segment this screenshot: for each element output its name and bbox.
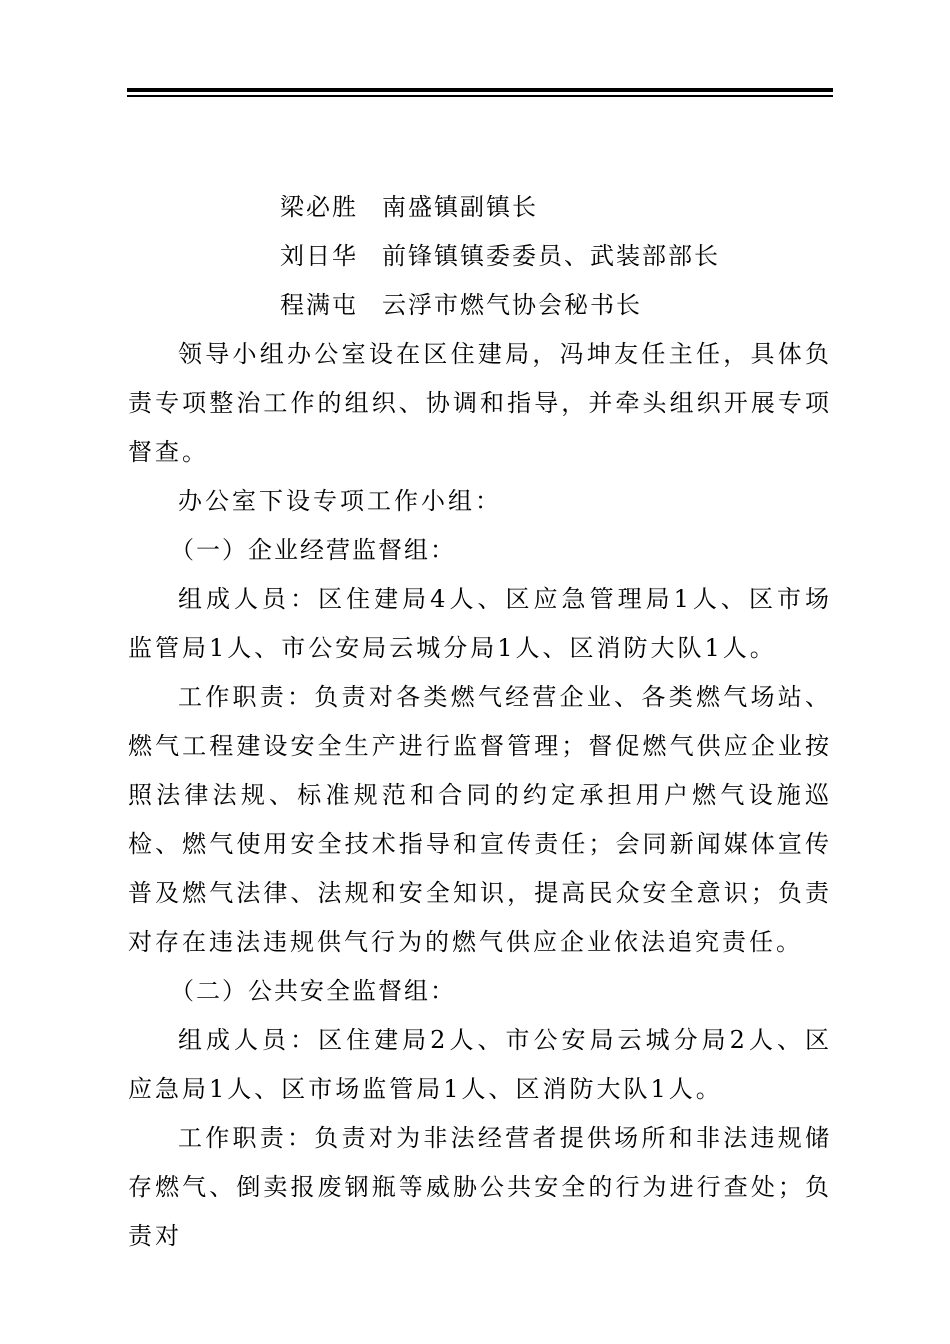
member-role: 南盛镇副镇长 <box>382 193 538 221</box>
group1-heading: （一）企业经营监督组： <box>170 536 456 564</box>
group1-members: 组成人员：区住建局4人、区应急管理局1人、区市场监管局1人、市公安局云城分局1人、区消防大队1人。 <box>128 585 832 662</box>
member-name: 程满屯 <box>280 291 358 319</box>
member-name: 刘日华 <box>280 242 358 270</box>
office-paragraph: 领导小组办公室设在区住建局，冯坤友任主任，具体负责专项整治工作的组织、协调和指导，并牵头组织开展专项督查。 <box>128 340 832 466</box>
member-row <box>128 232 832 281</box>
header-rule-thin <box>127 95 833 97</box>
member-role: 前锋镇镇委委员、武装部部长 <box>382 242 720 270</box>
member-role: 云浮市燃气协会秘书长 <box>382 291 642 319</box>
member-row <box>128 183 832 232</box>
header-rule-thick <box>127 88 833 92</box>
subgroups-intro: 办公室下设专项工作小组： <box>178 487 502 515</box>
member-row <box>128 281 832 330</box>
group2-heading: （二）公共安全监督组： <box>170 977 456 1005</box>
group1-duties: 工作职责：负责对各类燃气经营企业、各类燃气场站、燃气工程建设安全生产进行监督管理；督促燃气供应企业按照法律法规、标准规范和合同的约定承担用户燃气设施巡检、燃气使用安全技术指导和宣传责任；会同新闻媒体宣传普及燃气法律、法规和安全知识，提高民众安全意识；负责对存在违法违规供气行为的燃气供应企业依法追究责任。 <box>128 683 832 956</box>
document-body <box>128 183 832 1261</box>
member-name: 梁必胜 <box>280 193 358 221</box>
group2-duties: 工作职责：负责对为非法经营者提供场所和非法违规储存燃气、倒卖报废钢瓶等威胁公共安全的行为进行查处；负责对 <box>128 1124 832 1250</box>
group2-members: 组成人员：区住建局2人、市公安局云城分局2人、区应急局1人、区市场监管局1人、区消防大队1人。 <box>128 1026 832 1103</box>
